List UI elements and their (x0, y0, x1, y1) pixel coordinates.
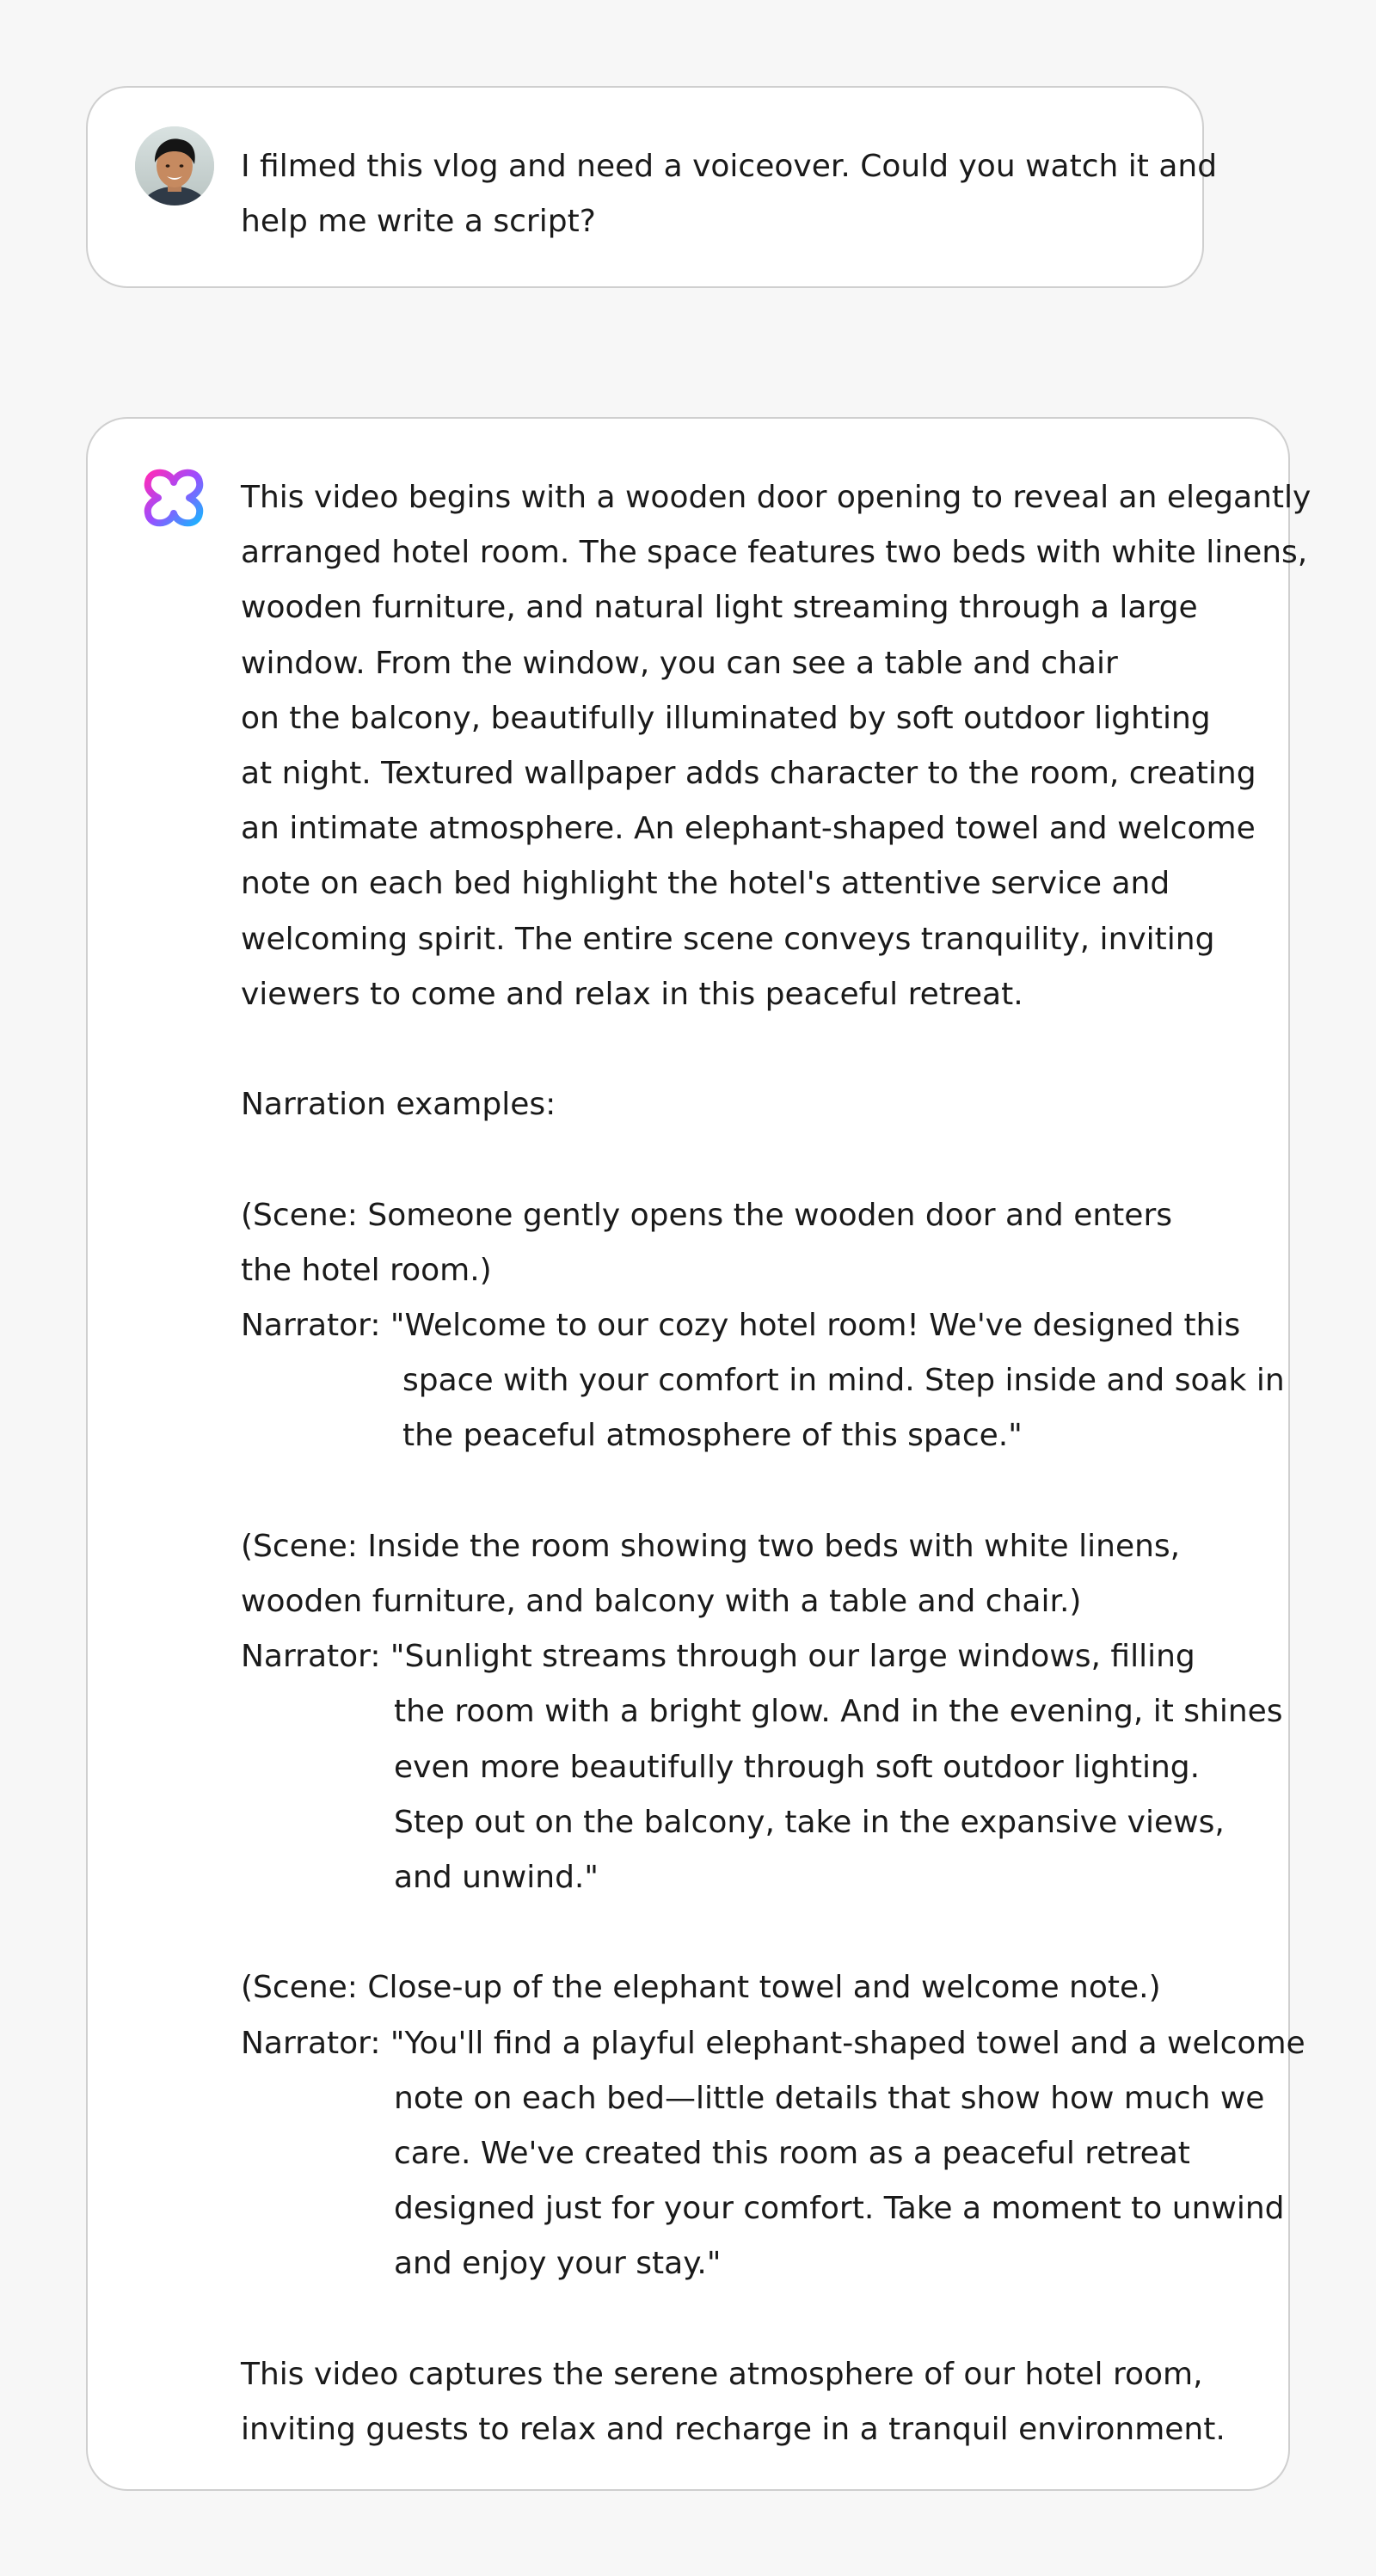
examples-heading-text: Narration examples: (241, 1087, 556, 1123)
examples-heading (241, 1077, 1264, 1132)
narrator-line: space with your comfort in mind. Step inside and soak in (402, 1363, 1285, 1399)
narrator-line: designed just for your comfort. Take a moment to unwind (394, 2191, 1285, 2227)
outro-line: inviting guests to relax and recharge in a tranquil environment. (241, 2412, 1226, 2448)
narrator-line: the peaceful atmosphere of this space." (402, 1418, 1023, 1454)
narrator-line: and enjoy your stay." (394, 2246, 722, 2282)
user-message-line: I filmed this vlog and need a voiceover. Could you watch it and (241, 149, 1218, 184)
scene-description-line: (Scene: Inside the room showing two beds with white linens, (241, 1528, 1181, 1564)
intro-line: welcoming spirit. The entire scene conveys tranquility, inviting (241, 921, 1215, 957)
user-message-bubble (86, 86, 1218, 288)
narrator-line: the room with a bright glow. And in the evening, it shines (394, 1694, 1283, 1730)
scene-description-line: (Scene: Someone gently opens the wooden door and enters (241, 1197, 1173, 1233)
outro-line: This video captures the serene atmosphere of our hotel room, (241, 2356, 1203, 2392)
narrator-line: care. We've created this room as a peaceful retreat (394, 2136, 1190, 2172)
intro-paragraph (241, 470, 1312, 1022)
scene-1-block (241, 1188, 1285, 1464)
paragraph-gap (241, 1132, 1264, 1187)
intro-line: arranged hotel room. The space features two beds with white linens, (241, 535, 1308, 571)
scene-description-line: wooden furniture, and balcony with a table and chair.) (241, 1584, 1082, 1620)
narrator-line: Step out on the balcony, take in the expansive views, (394, 1804, 1225, 1840)
paragraph-gap (241, 1905, 1264, 1960)
narrator-line: Narrator: "Sunlight streams through our large windows, filling (241, 1639, 1195, 1675)
intro-line: an intimate atmosphere. An elephant-shaped towel and welcome (241, 811, 1256, 847)
user-avatar (135, 126, 214, 205)
scene-3-block (241, 1960, 1305, 2291)
intro-line: window. From the window, you can see a table and chair (241, 645, 1118, 681)
intro-line: at night. Textured wallpaper adds character to the room, creating (241, 756, 1256, 792)
scene-description-line: the hotel room.) (241, 1252, 492, 1288)
scene-description-line: (Scene: Close-up of the elephant towel and welcome note.) (241, 1970, 1161, 2006)
narrator-line: Narrator: "You'll find a playful elephant-shaped towel and a welcome (241, 2025, 1305, 2061)
assistant-logo-icon (139, 463, 208, 532)
assistant-message-text (241, 470, 1312, 2457)
user-message-line: help me write a script? (241, 204, 596, 240)
intro-line: viewers to come and relax in this peaceful retreat. (241, 976, 1023, 1012)
narrator-line: note on each bed—little details that show how much we (394, 2080, 1265, 2116)
user-message-text (241, 139, 1218, 249)
paragraph-gap (241, 2292, 1264, 2347)
intro-line: wooden furniture, and natural light streaming through a large (241, 590, 1198, 626)
narrator-line: Narrator: "Welcome to our cozy hotel room! We've designed this (241, 1308, 1241, 1344)
intro-line: on the balcony, beautifully illuminated by soft outdoor lighting (241, 700, 1211, 736)
user-avatar-icon (135, 126, 214, 205)
scene-2-block (241, 1519, 1283, 1905)
paragraph-gap (241, 1464, 1264, 1519)
intro-line: This video begins with a wooden door opening to reveal an elegantly (241, 480, 1312, 515)
paragraph-gap (241, 1022, 1264, 1077)
intro-line: note on each bed highlight the hotel's attentive service and (241, 866, 1170, 902)
assistant-message-bubble (86, 417, 1312, 2491)
narrator-line: and unwind." (394, 1860, 599, 1896)
narrator-line: even more beautifully through soft outdoor lighting. (394, 1749, 1201, 1785)
outro-paragraph (241, 2347, 1264, 2457)
